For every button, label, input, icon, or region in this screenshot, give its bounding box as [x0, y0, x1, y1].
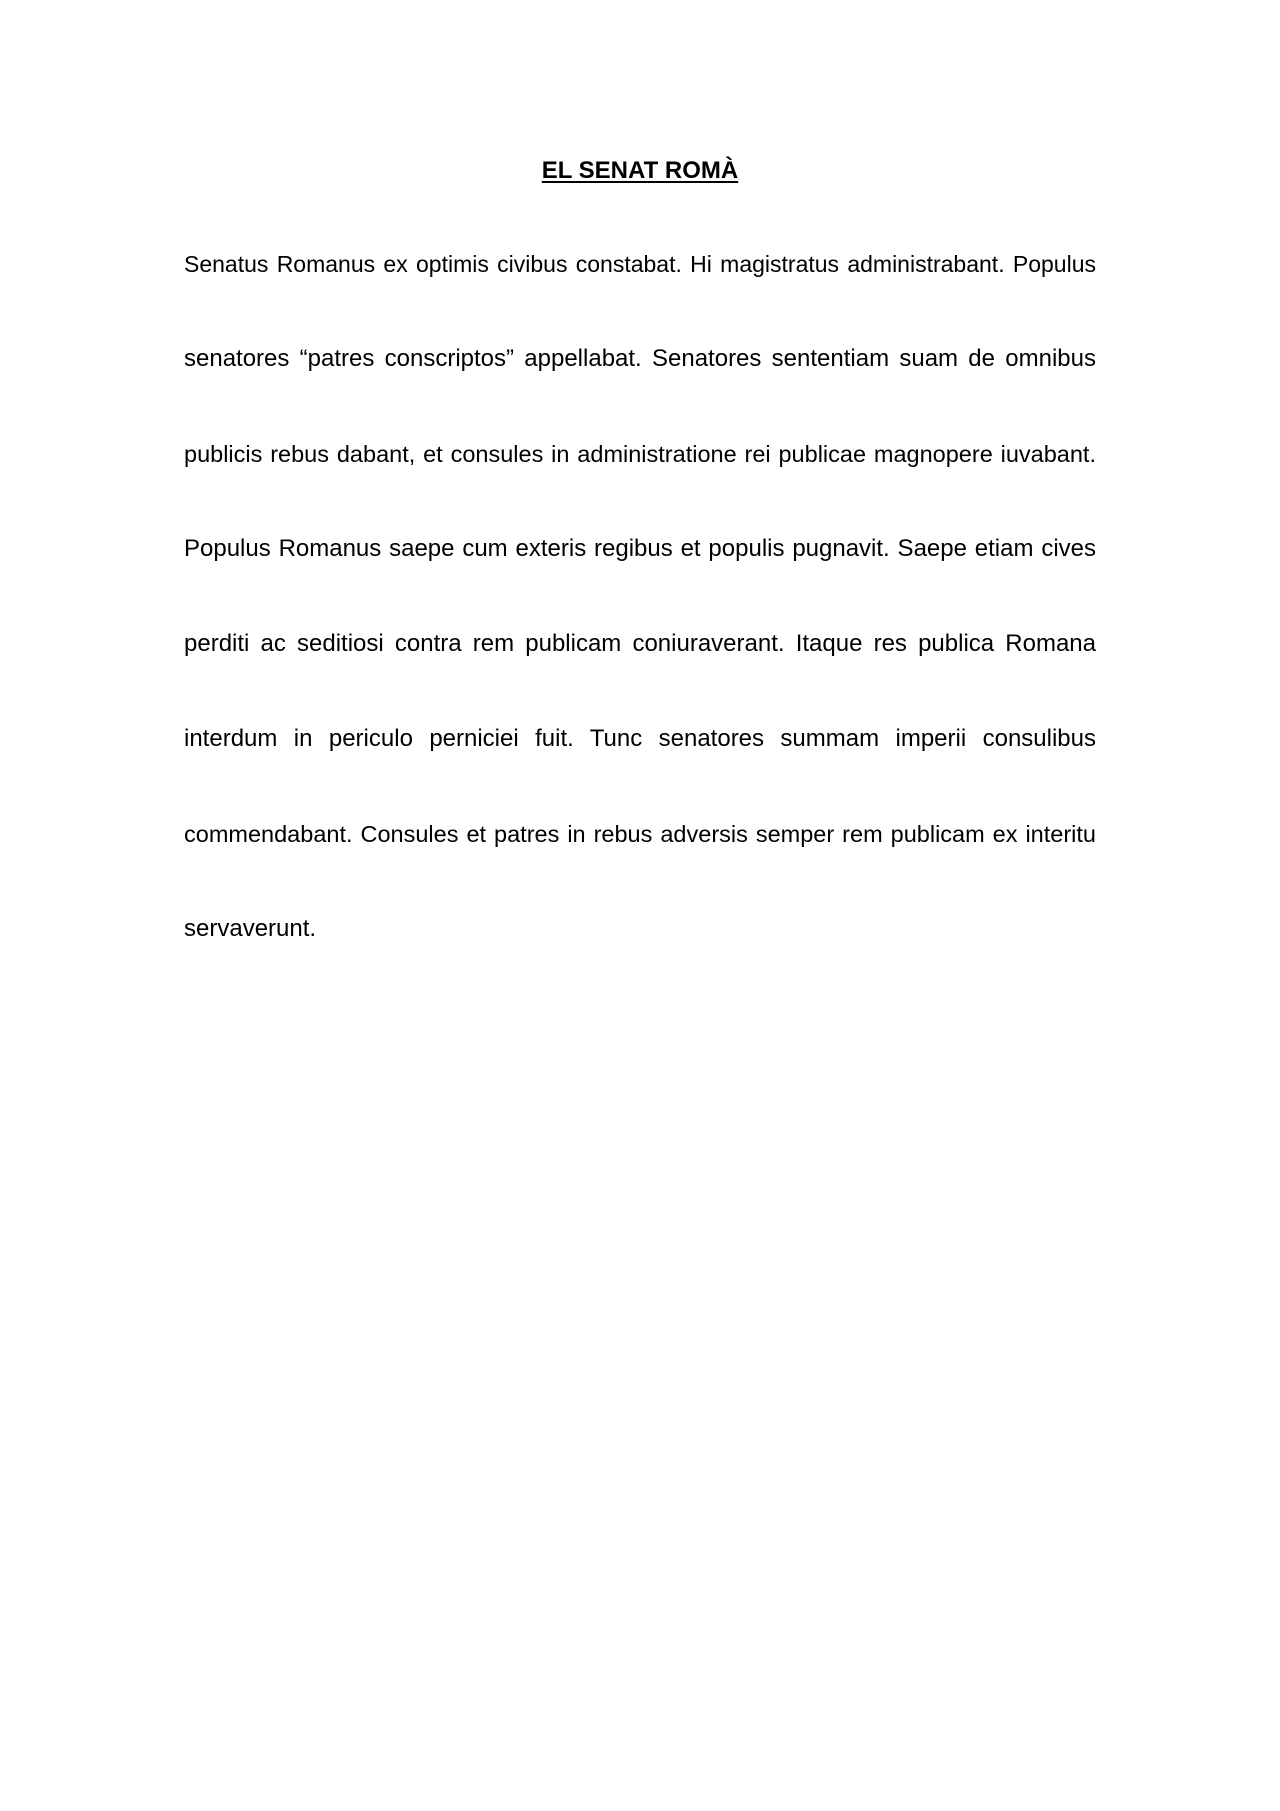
document-title: EL SENAT ROMÀ	[541, 157, 739, 184]
body-line: interdum in periculo perniciei fuit. Tunc senatores summam imperii consulibus	[184, 725, 1096, 752]
document-body	[184, 244, 1096, 1004]
body-line: senatores “patres conscriptos” appellabat. Senatores sententiam suam de omnibus	[184, 345, 1096, 372]
body-line: commendabant. Consules et patres in rebus adversis semper rem publicam ex interitu	[184, 821, 1096, 847]
body-line: Senatus Romanus ex optimis civibus constabat. Hi magistratus administrabant. Populus	[184, 251, 1096, 277]
body-line: Populus Romanus saepe cum exteris regibus et populis pugnavit. Saepe etiam cives	[184, 535, 1096, 562]
body-line: perditi ac seditiosi contra rem publicam coniuraverant. Itaque res publica Romana	[184, 630, 1096, 657]
body-line: publicis rebus dabant, et consules in administratione rei publicae magnopere iuvabant.	[184, 441, 1096, 467]
body-line: servaverunt.	[184, 915, 317, 942]
